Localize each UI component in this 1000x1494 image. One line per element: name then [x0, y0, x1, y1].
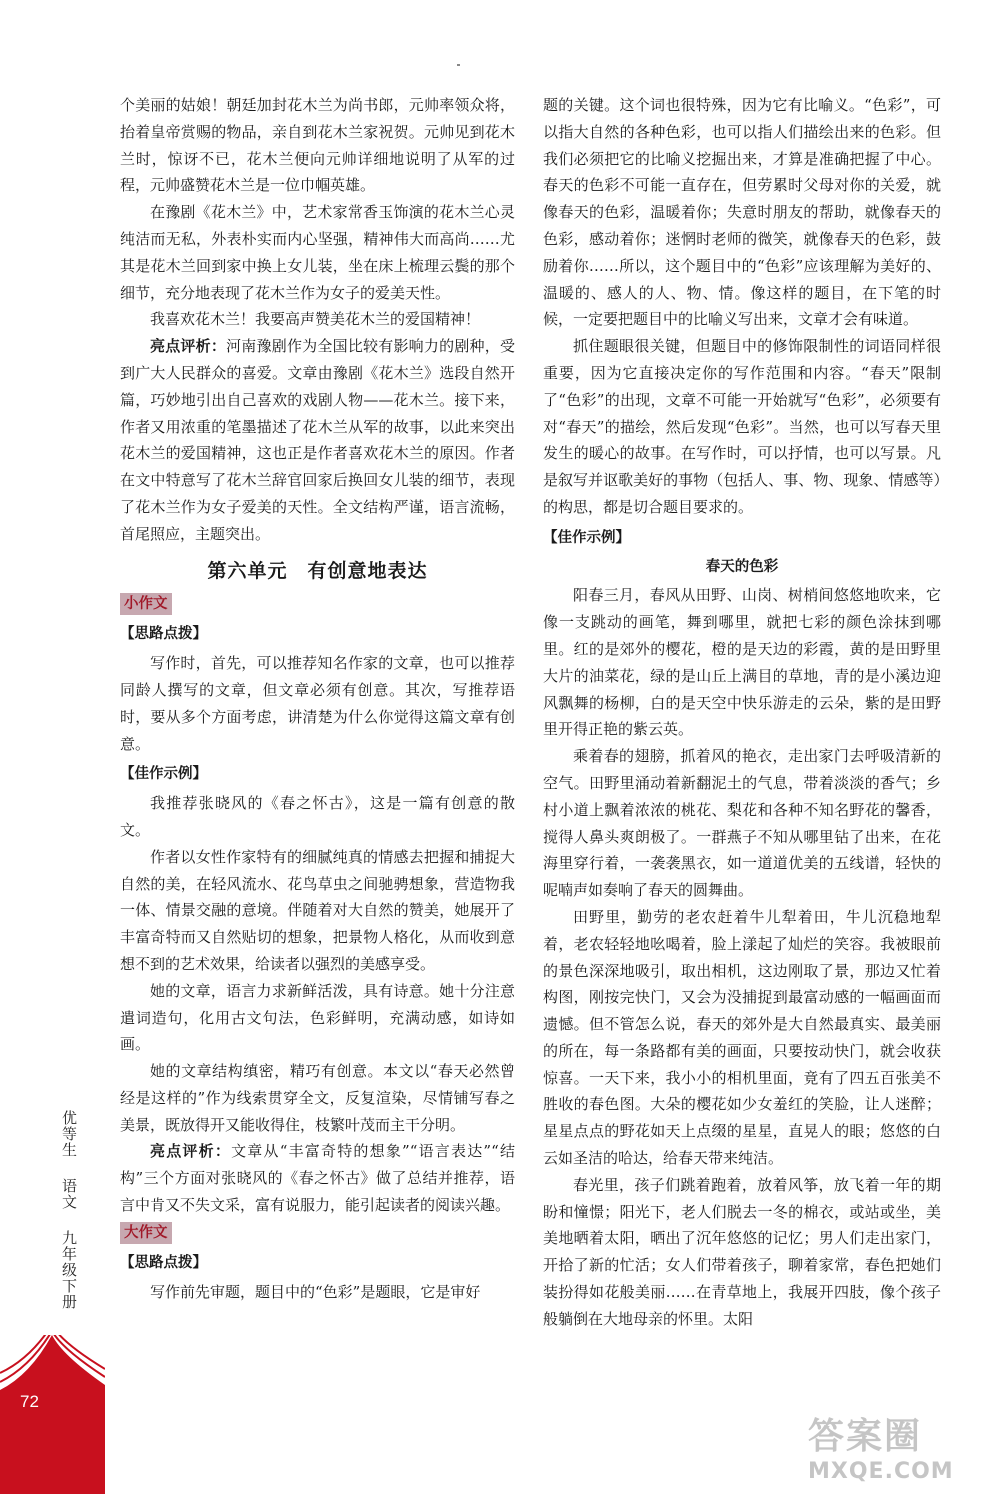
page-number: 72	[20, 1392, 39, 1411]
left-column	[120, 92, 515, 1305]
section-head: 【思路点拨】	[120, 626, 207, 643]
paragraph: 我推荐张晓风的《春之怀古》，这是一篇有创意的散文。	[120, 794, 515, 839]
side-label	[20, 1110, 80, 1324]
small-essay-tag: 小作文	[120, 593, 172, 615]
paragraph: 写作前先审题，题目中的“色彩”是题眼，它是审好	[150, 1282, 481, 1301]
watermark-top: 答案圈	[808, 1416, 923, 1457]
paragraph: 个美丽的姑娘！朝廷加封花木兰为尚书郎，元帅率领众将，抬着皇帝赏赐的物品，亲自到花木兰家祝贺。元帅见到花木兰时，惊讶不已，花木兰便向元帅详细地说明了从军的过程，元帅盛赞花木兰是一位巾帼英雄。	[120, 96, 515, 195]
corner-decoration	[0, 1335, 105, 1494]
article-title: 春天的色彩	[705, 558, 779, 575]
paragraph: 乘着春的翅膀，抓着风的艳衣，走出家门去呼吸清新的空气。田野里涌动着新翻泥土的气息，带着淡淡的香气；乡村小道上飘着浓浓的桃花、梨花和各种不知名野花的馨香，搅得人鼻头爽朗极了。一群燕子不知从哪里钻了出来，在花海里穿行着，一袭袭黑衣，如一道道优美的五线谱，轻快的呢喃声如奏响了春天的圆舞曲。	[543, 747, 941, 900]
comment-label: 亮点评析：	[150, 1142, 232, 1161]
section-head: 【佳作示例】	[543, 529, 630, 546]
paragraph: 她的文章，语言力求新鲜活泼，具有诗意。她十分注意遣词造句，化用古文句法，色彩鲜明，充满动感，如诗如画。	[120, 981, 515, 1054]
grade-label: 九年级下册	[60, 1229, 78, 1310]
comment-text: 文章从“丰富奇特的想象”“语言表达”“结构”三个方面对张晓风的《春之怀古》做了总结并推荐，语言中肯又不失文采，富有说服力，能引起读者的阅读兴趣。	[120, 1142, 515, 1215]
paragraph: 在豫剧《花木兰》中，艺术家常香玉饰演的花木兰心灵纯洁而无私，外表朴实而内心坚强，精神伟大而高尚……尤其是花木兰回到家中换上女儿装，坐在床上梳理云鬓的那个细节，充分地表现了花木兰作为女子的爱美天性。	[120, 203, 515, 302]
big-essay-tag: 大作文	[120, 1222, 172, 1244]
section-head: 【佳作示例】	[120, 766, 207, 783]
paragraph: 写作时，首先，可以推荐知名作家的文章，也可以推荐同龄人撰写的文章，但文章必须有创意。其次，写推荐语时，要从多个方面考虑，讲清楚为什么你觉得这篇文章有创意。	[120, 654, 515, 753]
comment-label: 亮点评析：	[150, 337, 227, 356]
paragraph: 题的关键。这个词也很特殊，因为它有比喻义。“色彩”，可以指大自然的各种色彩，也可以指人们描绘出来的色彩。但我们必须把它的比喻义挖掘出来，才算是准确把握了中心。春天的色彩不可能一直存在，但劳累时父母对你的关爱，就像春天的色彩，温暖着你；失意时朋友的帮助，就像春天的色彩，感动着你；迷惘时老师的微笑，就像春天的色彩，鼓励着你……所以，这个题目中的“色彩”应该理解为美好的、温暖的、感人的人、物、情。像这样的题目，在下笔的时候，一定要把题目中的比喻义写出来，文章才会有味道。	[543, 96, 941, 329]
comment-paragraph	[120, 1138, 515, 1218]
subject-label: 语文	[60, 1177, 78, 1210]
comment-paragraph	[120, 333, 515, 547]
paragraph: 春光里，孩子们跳着跑着，放着风筝，放飞着一年的期盼和憧憬；阳光下，老人们脱去一冬的棉衣，或站或坐，美美地晒着太阳，晒出了沉年悠悠的记忆；男人们走出家门，开拾了新的忙活；女人们带着孩子，聊着家常，春色把她们装扮得如花般美丽……在青草地上，我展开四肢，像个孩子般躺倒在大地母亲的怀里。太阳	[543, 1175, 941, 1328]
paragraph: 阳春三月，春风从田野、山岗、树梢间悠悠地吹来，它像一支跳动的画笔，舞到哪里，就把七彩的颜色涂抹到哪里。红的是郊外的樱花，橙的是天边的彩霞，黄的是田野里大片的油菜花，绿的是山丘上满目的草地，青的是小溪边迎风飘舞的杨柳，白的是天空中快乐游走的云朵，紫的是田野里开得正艳的紫云英。	[543, 586, 941, 739]
watermark-bottom: MXQE.COM	[808, 1459, 954, 1484]
brand-label: 优等生	[60, 1110, 78, 1158]
paragraph: 作者以女性作家特有的细腻纯真的情感去把握和捕捉大自然的美，在轻风流水、花鸟草虫之间驰骋想象，营造物我一体、情景交融的意境。伴随着对大自然的赞美，她展开了丰富奇特而又自然贴切的想象，把景物人格化，从而收到意想不到的艺术效果，给读者以强烈的美感享受。	[120, 847, 515, 973]
right-column	[543, 92, 941, 1333]
top-mark	[457, 64, 460, 66]
paragraph: 田野里，勤劳的老农赶着牛儿犁着田，牛儿沉稳地犁着，老农轻轻地吆喝着，脸上漾起了灿烂的笑容。我被眼前的景色深深地吸引，取出相机，这边刚取了景，那边又忙着构图，刚按完快门，又会为没捕捉到最富动感的一幅画面而遗憾。但不管怎么说，春天的郊外是大自然最真实、最美丽的所在，每一条路都有美的画面，只要按动快门，就会收获惊喜。一天下来，我小小的相机里面，竟有了四五百张美不胜收的春色图。大朵的樱花如少女羞红的笑脸，让人迷醉；星星点点的野花如天上点缀的星星，直晃人的眼；悠悠的白云如圣洁的哈达，给春天带来纯洁。	[543, 907, 941, 1168]
paragraph: 她的文章结构缜密，精巧有创意。本文以“春天必然曾经是这样的”作为线索贯穿全文，反复渲染，尽情铺写春之美景，既放得开又能收得住，枝繁叶茂而主干分明。	[120, 1062, 515, 1134]
paragraph: 抓住题眼很关键，但题目中的修饰限制性的词语同样很重要，因为它直接决定你的写作范围和内容。“春天”限制了“色彩”的出现，文章不可能一开始就写“色彩”，必须要有对“春天”的描绘，然后发现“色彩”。当然，也可以写春天里发生的暖心的故事。在写作时，可以抒情，也可以写景。凡是叙写并讴歌美好的事物（包括人、事、物、现象、情感等）的构思，都是切合题目要求的。	[543, 337, 941, 516]
watermark	[808, 1408, 988, 1488]
section-head: 【思路点拨】	[120, 1254, 207, 1271]
unit-title: 第六单元 有创意地表达	[207, 559, 428, 582]
paragraph: 我喜欢花木兰！我要高声赞美花木兰的爱国精神！	[150, 310, 481, 329]
comment-text: 河南豫剧作为全国比较有影响力的剧种，受到广大人民群众的喜爱。文章由豫剧《花木兰》选段自然开篇，巧妙地引出自己喜欢的戏剧人物——花木兰。接下来，作者又用浓重的笔墨描述了花木兰从军的故事，以此来突出花木兰的爱国精神，这也正是作者喜欢花木兰的原因。作者在文中特意写了花木兰辞官回家后换回女儿装的细节，表现了花木兰作为女子爱美的天性。全文结构严谨，语言流畅，首尾照应，主题突出。	[120, 337, 515, 543]
